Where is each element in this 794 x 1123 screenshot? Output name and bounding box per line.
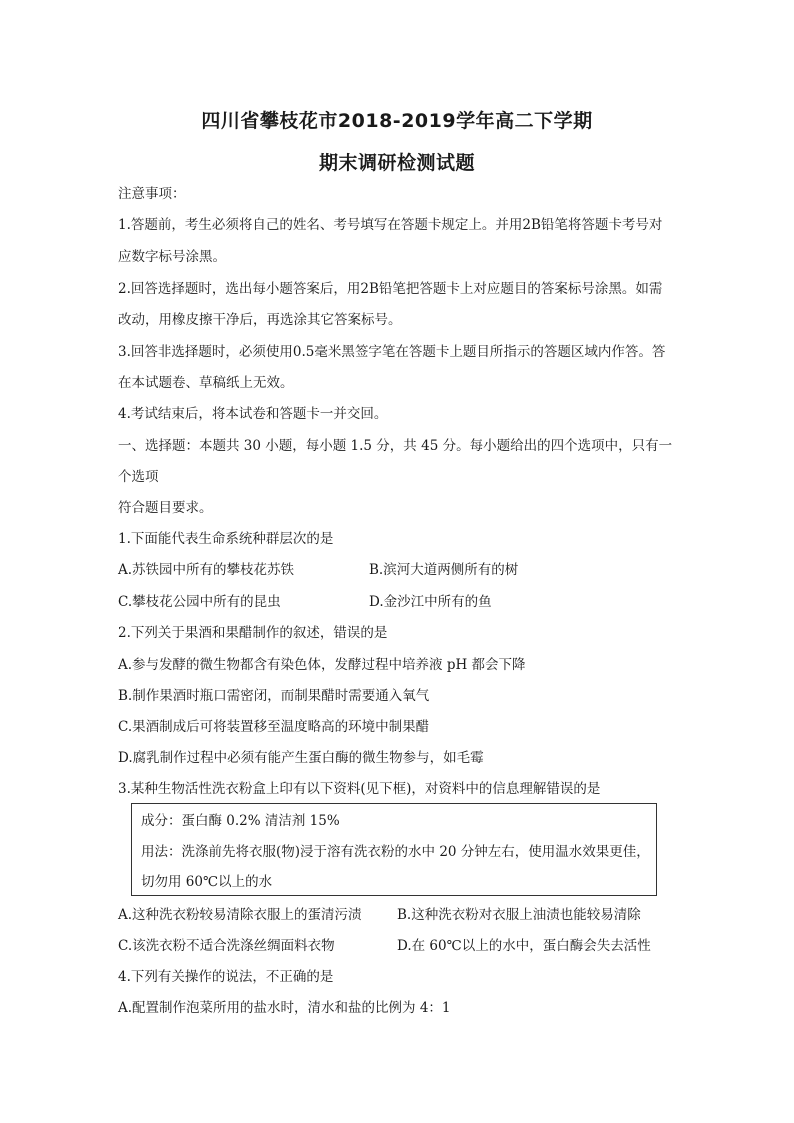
question-1-option-d: D.金沙江中所有的鱼 xyxy=(369,594,492,610)
question-3-stem: 3.某种生物活性洗衣粉盒上印有以下资料(见下框)，对资料中的信息理解错误的是 xyxy=(118,781,601,797)
question-2-option-c: C.果酒制成后可将装置移至温度略高的环境中制果醋 xyxy=(118,719,430,735)
question-1-option-a: A.苏铁园中所有的攀枝花苏铁 xyxy=(118,562,295,578)
detergent-usage: 用法：洗涤前先将衣服(物)浸于溶有洗衣粉的水中 20 分钟左右，使用温水效果更佳， xyxy=(141,844,650,860)
question-1-option-b: B.滨河大道两侧所有的树 xyxy=(369,562,519,578)
notice-item: 应数字标号涂黑。 xyxy=(118,249,226,265)
question-3-option-d: D.在 60℃以上的水中，蛋白酶会失去活性 xyxy=(397,938,651,954)
detergent-warning: 切勿用 60℃以上的水 xyxy=(141,874,273,890)
question-4-option-a: A.配置制作泡菜所用的盐水时，清水和盐的比例为 4：1 xyxy=(118,1000,451,1016)
notice-item: 2.回答选择题时，选出每小题答案后，用2B铅笔把答题卡上对应题目的答案标号涂黑。如需 xyxy=(118,281,663,297)
notice-item: 1.答题前，考生必须将自己的姓名、考号填写在答题卡规定上。并用2B铅笔将答题卡考号对 xyxy=(118,217,663,233)
question-1-option-c: C.攀枝花公园中所有的昆虫 xyxy=(118,594,281,610)
notice-item: 改动，用橡皮擦干净后，再选涂其它答案标号。 xyxy=(118,312,402,328)
question-2-option-d: D.腐乳制作过程中必须有能产生蛋白酶的微生物参与，如毛霉 xyxy=(118,750,484,766)
question-2-option-b: B.制作果酒时瓶口需密闭，而制果醋时需要通入氧气 xyxy=(118,688,430,704)
exam-title: 四川省攀枝花市2018-2019学年高二下学期 xyxy=(201,110,593,132)
section-intro: 个选项 xyxy=(118,469,159,485)
section-intro: 一、选择题：本题共 30 小题，每小题 1.5 分，共 45 分。每小题给出的四个选项中，只有一 xyxy=(118,438,673,454)
question-3-option-a: A.这种洗衣粉较易清除衣服上的蛋清污渍 xyxy=(118,907,362,923)
notice-item: 在本试题卷、草稿纸上无效。 xyxy=(118,375,294,391)
notice-item: 3.回答非选择题时，必须使用0.5毫米黑签字笔在答题卡上题目所指示的答题区域内作答。答 xyxy=(118,344,666,360)
notice-item: 4.考试结束后，将本试卷和答题卡一并交回。 xyxy=(118,406,388,422)
section-intro: 符合题目要求。 xyxy=(118,500,213,516)
question-1-stem: 1.下面能代表生命系统种群层次的是 xyxy=(118,531,334,547)
detergent-info-box xyxy=(131,803,657,896)
detergent-ingredients: 成分：蛋白酶 0.2% 清洁剂 15% xyxy=(141,813,340,829)
question-2-stem: 2.下列关于果酒和果醋制作的叙述，错误的是 xyxy=(118,625,388,641)
question-3-option-c: C.该洗衣粉不适合洗涤丝绸面料衣物 xyxy=(118,938,335,954)
question-4-stem: 4.下列有关操作的说法，不正确的是 xyxy=(118,969,334,985)
question-3-option-b: B.这种洗衣粉对衣服上油渍也能较易清除 xyxy=(397,907,641,923)
notice-heading: 注意事项： xyxy=(118,186,186,202)
question-2-option-a: A.参与发酵的微生物都含有染色体，发酵过程中培养液 pH 都会下降 xyxy=(118,657,526,673)
exam-subtitle: 期末调研检测试题 xyxy=(318,152,475,174)
